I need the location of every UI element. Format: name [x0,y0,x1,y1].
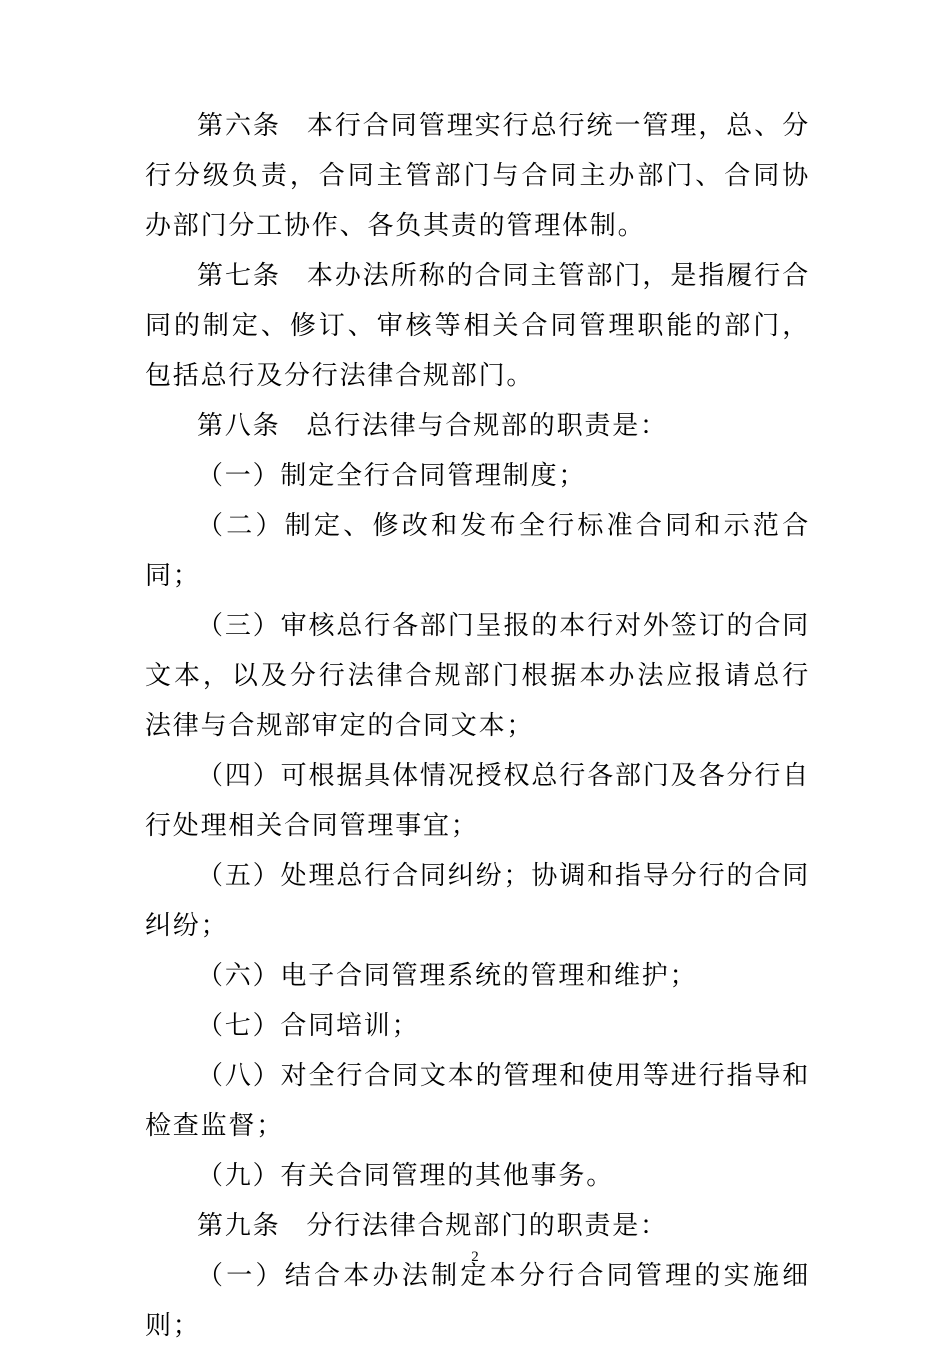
list-item [145,951,810,1001]
list-item [145,851,810,951]
paragraph-text: （二）制定、修改和发布全行标准合同和示范合同； [145,511,810,591]
paragraph-text: （一）结合本办法制定本分行合同管理的实施细则； [145,1261,810,1341]
paragraph-text: （七）合同培训； [197,1011,420,1041]
paragraph-text: （一）制定全行合同管理制度； [197,461,587,491]
paragraph-text: （四）可根据具体情况授权总行各部门及各分行自行处理相关合同管理事宜； [145,761,810,841]
list-item [145,601,810,751]
paragraph-text: 分行法律合规部门的职责是： [306,1211,668,1241]
list-item [145,751,810,851]
paragraph-text: （三）审核总行各部门呈报的本行对外签订的合同文本，以及分行法律合规部门根据本办法应报请总行法律与合规部审定的合同文本； [145,611,810,741]
page-number: 2 [471,1249,479,1265]
paragraph-text: 总行法律与合规部的职责是： [306,411,668,441]
paragraph-article-6 [145,101,810,251]
paragraph-text: （六）电子合同管理系统的管理和维护； [197,961,698,991]
article-number: 第六条 [197,111,281,141]
paragraph-article-8 [145,401,810,451]
paragraph-text: 本行合同管理实行总行统一管理，总、分行分级负责，合同主管部门与合同主办部门、合同协办部门分工协作、各负其责的管理体制。 [145,111,811,241]
paragraph-text: （九）有关合同管理的其他事务。 [197,1161,615,1191]
list-item [145,1051,810,1151]
list-item [145,451,810,501]
paragraph-text: （八）对全行合同文本的管理和使用等进行指导和检查监督； [145,1061,810,1141]
paragraph-text: 本办法所称的合同主管部门，是指履行合同的制定、修订、审核等相关合同管理职能的部门，包括总行及分行法律合规部门。 [145,261,811,391]
list-item [145,501,810,601]
article-number: 第八条 [197,411,281,441]
document-body [145,101,810,1351]
list-item [145,1251,810,1351]
list-item [145,1001,810,1051]
article-number: 第七条 [197,261,281,291]
list-item [145,1151,810,1201]
paragraph-text: （五）处理总行合同纠纷；协调和指导分行的合同纠纷； [145,861,810,941]
paragraph-article-7 [145,251,810,401]
article-number: 第九条 [197,1211,281,1241]
paragraph-article-9 [145,1201,810,1251]
